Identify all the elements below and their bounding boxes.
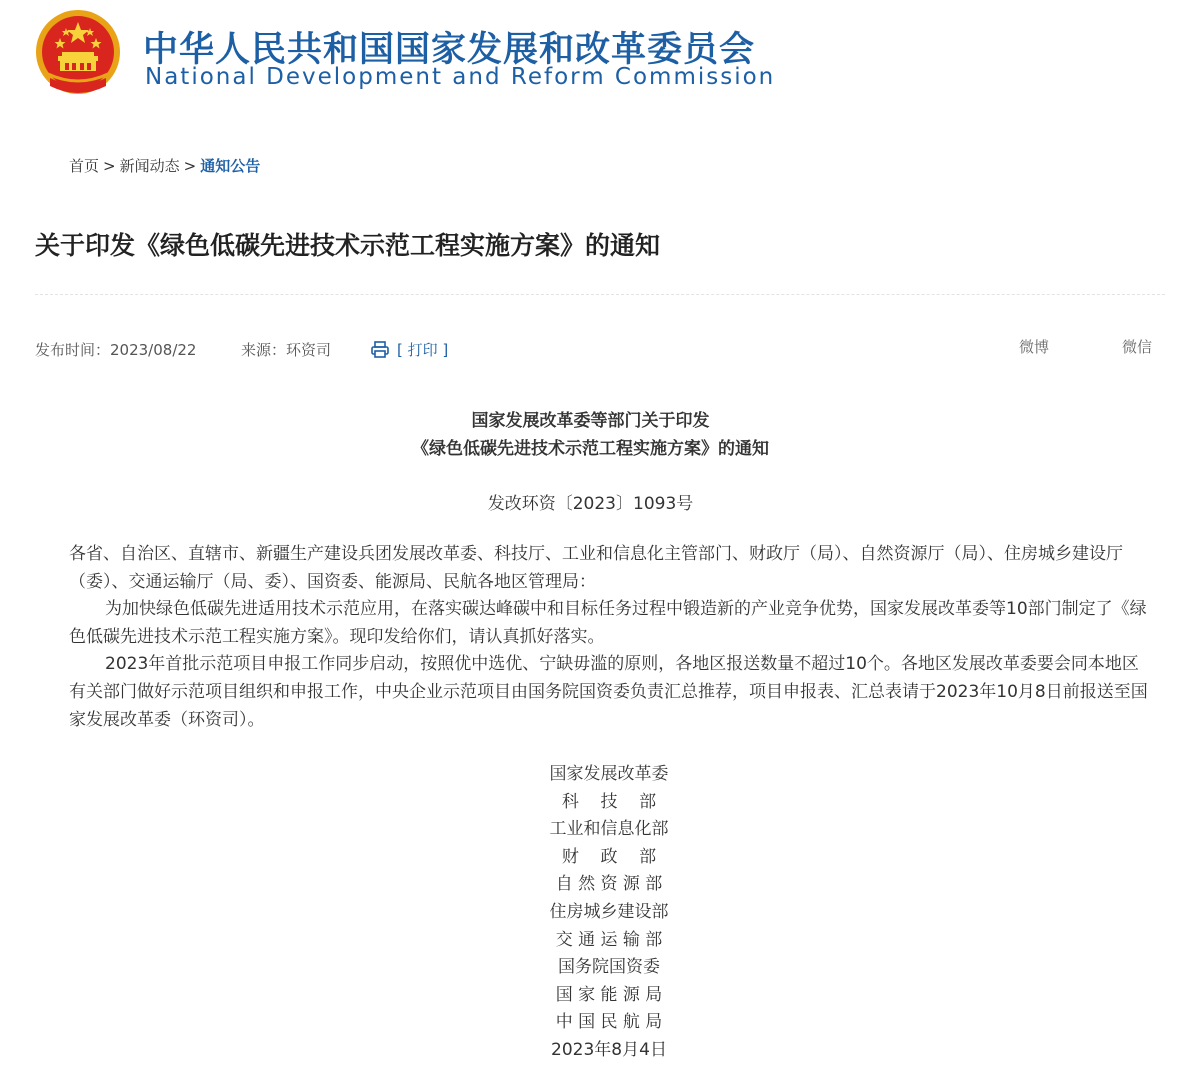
document-paragraph: 2023年首批示范项目申报工作同步启动，按照优中选优、宁缺毋滥的原则，各地区报送数量不超过10个。各地区发展改革委要会同本地区有关部门做好示范项目组织和申报工作，中央企业示范项目由国务院国资委负责汇总推荐，项目申报表、汇总表请于2023年10月8日前报送至国家发展改革委（环资司）。 [69,654,1148,730]
site-title-cn[interactable]: 中华人民共和国国家发展和改革委员会 [143,30,756,70]
publish-time: 发布时间：2023/08/22 [35,341,197,359]
signatory: 国 家 能 源 局 [555,984,663,1005]
signatory: 工业和信息化部 [549,819,669,840]
document-body [69,541,1154,734]
site-title-en[interactable]: National Development and Reform Commission [145,64,776,90]
document-number: 发改环资〔2023〕1093号 [487,494,694,514]
article-source: 来源：环资司 [241,341,332,359]
document-date: 2023年8月4日 [551,1039,667,1060]
signatory: 财 政 部 [561,846,657,867]
breadcrumb [69,155,260,176]
share-weixin-button[interactable]: 微信 [1122,338,1153,356]
signatory: 国家发展改革委 [549,764,669,784]
signatory: 科 技 部 [561,791,657,812]
article-title: 关于印发《绿色低碳先进技术示范工程实施方案》的通知 [35,231,661,260]
breadcrumb-separator: > [103,157,116,175]
breadcrumb-home-link[interactable]: 首页 [69,157,100,175]
print-label[interactable]: [ 打印 ] [397,341,449,359]
signatory: 住房城乡建设部 [549,901,669,922]
national-emblem-icon[interactable] [32,8,124,100]
breadcrumb-separator: > [183,157,197,175]
document-heading-line1: 国家发展改革委等部门关于印发 [471,411,710,431]
print-button[interactable] [371,339,448,360]
site-header [30,6,810,106]
breadcrumb-news-link[interactable]: 新闻动态 [119,157,180,175]
signatory: 自 然 资 源 部 [555,874,663,895]
title-divider [35,294,1165,295]
signatories-block [539,761,679,1065]
signatory: 交 通 运 输 部 [555,929,663,950]
signatory: 国务院国资委 [558,957,660,978]
document-heading-line2: 《绿色低碳先进技术示范工程实施方案》的通知 [412,439,769,459]
breadcrumb-current-link[interactable]: 通知公告 [200,157,261,175]
printer-icon [371,341,389,358]
document-paragraph: 为加快绿色低碳先进适用技术示范应用，在落实碳达峰碳中和目标任务过程中锻造新的产业竞争优势，国家发展改革委等10部门制定了《绿色低碳先进技术示范工程实施方案》。现印发给你们，请认真抓好落实。 [69,599,1147,647]
signatory: 中 国 民 航 局 [555,1012,663,1033]
share-weibo-button[interactable]: 微博 [1019,338,1050,356]
document-addressees: 各省、自治区、直辖市、新疆生产建设兵团发展改革委、科技厅、工业和信息化主管部门、财政厅（局）、自然资源厅（局）、住房城乡建设厅（委）、交通运输厅（局、委）、国资委、能源局、民航各地区管理局： [69,544,1123,592]
